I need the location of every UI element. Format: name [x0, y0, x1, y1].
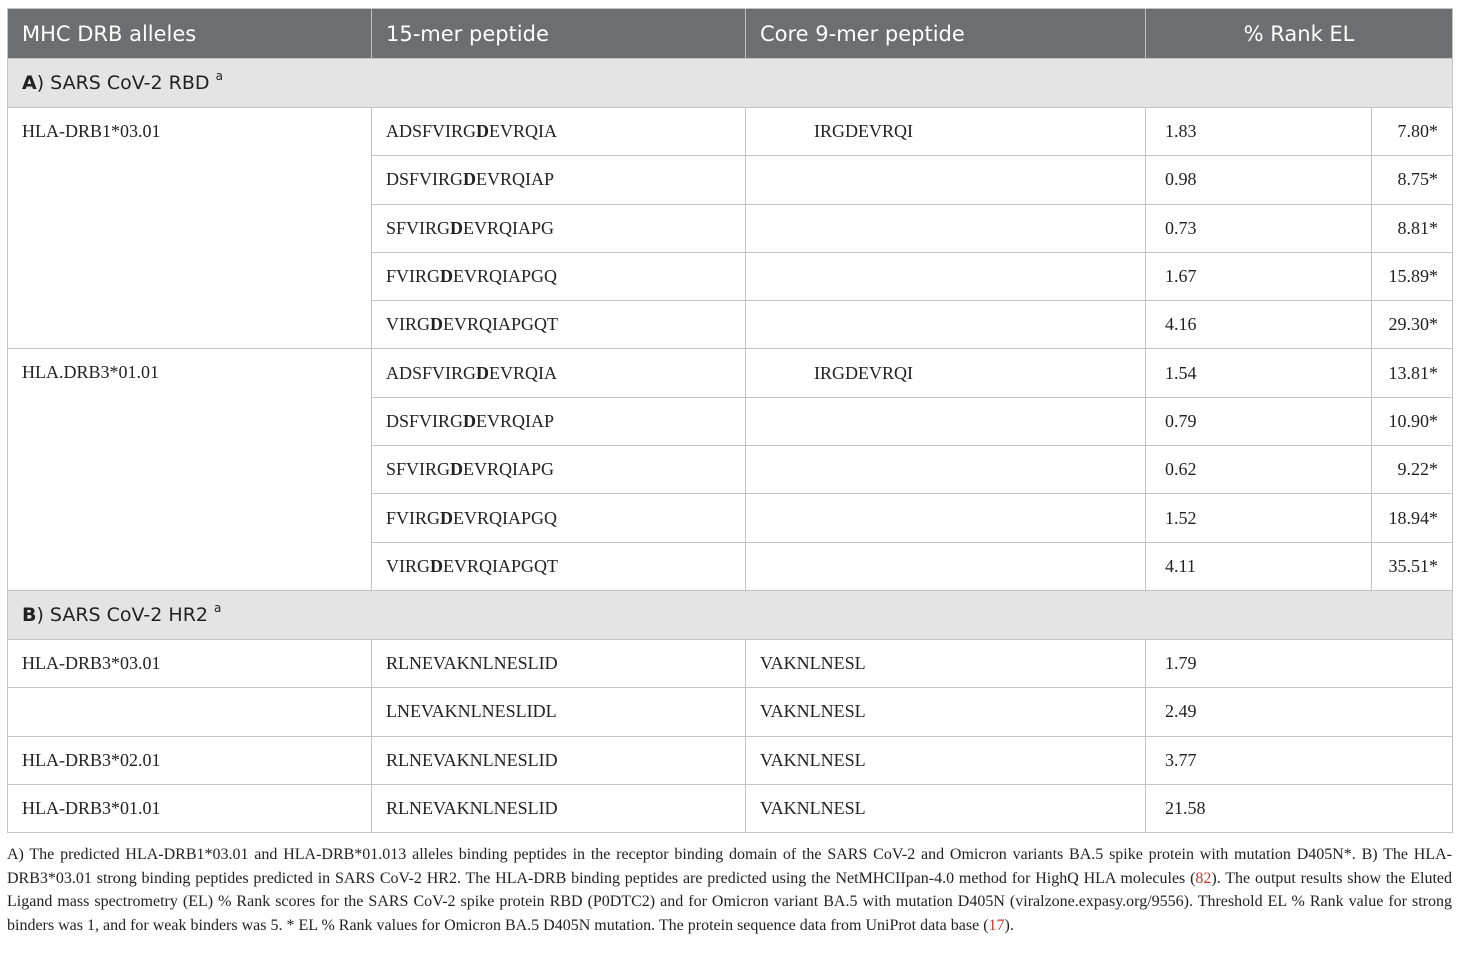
table-row	[8, 639, 1453, 687]
omicron-rank-cell: 15.89*	[1372, 252, 1453, 300]
core-cell: VAKNLNESL	[746, 639, 1146, 687]
section-text: ) SARS CoV-2 HR2	[36, 603, 215, 626]
core-cell	[746, 156, 1146, 204]
rank-cell: 3.77	[1146, 736, 1453, 784]
section-row-a	[8, 59, 1453, 108]
table-row	[8, 108, 1453, 156]
rank-cell: 4.11	[1146, 542, 1372, 590]
header-allele: MHC DRB alleles	[8, 9, 372, 59]
peptide-cell: FVIRGDEVRQIAPGQ	[372, 252, 746, 300]
peptide-cell: DSFVIRGDEVRQIAP	[372, 397, 746, 445]
table-row	[8, 349, 1453, 397]
rank-cell: 0.98	[1146, 156, 1372, 204]
omicron-rank-cell: 8.75*	[1372, 156, 1453, 204]
core-cell	[746, 301, 1146, 349]
rank-cell: 1.67	[1146, 252, 1372, 300]
omicron-rank-cell: 9.22*	[1372, 446, 1453, 494]
allele-cell: HLA-DRB3*03.01	[8, 639, 372, 687]
peptide-cell: VIRGDEVRQIAPGQT	[372, 301, 746, 349]
peptide-cell: RLNEVAKNLNESLID	[372, 639, 746, 687]
section-row-b	[8, 590, 1453, 639]
peptide-cell: SFVIRGDEVRQIAPG	[372, 204, 746, 252]
section-footnote-mark: a	[215, 69, 223, 83]
rank-cell: 1.79	[1146, 639, 1453, 687]
peptide-cell: FVIRGDEVRQIAPGQ	[372, 494, 746, 542]
section-text: ) SARS CoV-2 RBD	[36, 72, 216, 94]
omicron-rank-cell: 18.94*	[1372, 494, 1453, 542]
allele-cell: HLA-DRB3*02.01	[8, 736, 372, 784]
peptide-cell: DSFVIRGDEVRQIAP	[372, 156, 746, 204]
rank-cell: 2.49	[1146, 688, 1453, 736]
peptide-cell: ADSFVIRGDEVRQIA	[372, 349, 746, 397]
core-cell	[746, 494, 1146, 542]
core-cell: VAKNLNESL	[746, 688, 1146, 736]
rank-cell: 4.16	[1146, 301, 1372, 349]
allele-cell: HLA-DRB3*01.01	[8, 784, 372, 832]
table-row	[8, 736, 1453, 784]
core-cell: VAKNLNESL	[746, 736, 1146, 784]
rank-cell: 0.62	[1146, 446, 1372, 494]
section-letter: A	[22, 72, 37, 94]
peptide-cell: SFVIRGDEVRQIAPG	[372, 446, 746, 494]
reference-link[interactable]: 82	[1195, 869, 1212, 887]
peptide-cell: VIRGDEVRQIAPGQT	[372, 542, 746, 590]
omicron-rank-cell: 8.81*	[1372, 204, 1453, 252]
binding-peptides-table	[7, 8, 1453, 833]
table-row	[8, 784, 1453, 832]
omicron-rank-cell: 35.51*	[1372, 542, 1453, 590]
core-cell: VAKNLNESL	[746, 784, 1146, 832]
rank-cell: 21.58	[1146, 784, 1453, 832]
peptide-cell: ADSFVIRGDEVRQIA	[372, 108, 746, 156]
section-letter: B	[22, 603, 37, 626]
section-footnote-mark: a	[214, 600, 222, 615]
peptide-cell: RLNEVAKNLNESLID	[372, 736, 746, 784]
core-cell	[746, 542, 1146, 590]
peptide-cell: RLNEVAKNLNESLID	[372, 784, 746, 832]
reference-link[interactable]: 17	[988, 916, 1005, 934]
allele-cell	[8, 688, 372, 736]
allele-cell: HLA.DRB3*01.01	[8, 349, 372, 590]
peptide-cell: LNEVAKNLNESLIDL	[372, 688, 746, 736]
header-core-9mer: Core 9-mer peptide	[746, 9, 1146, 59]
omicron-rank-cell: 10.90*	[1372, 397, 1453, 445]
core-cell	[746, 446, 1146, 494]
omicron-rank-cell: 29.30*	[1372, 301, 1453, 349]
header-row	[8, 9, 1453, 59]
rank-cell: 0.79	[1146, 397, 1372, 445]
table-container	[7, 8, 1452, 833]
allele-cell: HLA-DRB1*03.01	[8, 108, 372, 349]
rank-cell: 0.73	[1146, 204, 1372, 252]
omicron-rank-cell: 13.81*	[1372, 349, 1453, 397]
table-row	[8, 688, 1453, 736]
core-cell: IRGDEVRQI	[746, 108, 1146, 156]
section-title-b	[8, 590, 1453, 639]
core-cell	[746, 204, 1146, 252]
rank-cell: 1.83	[1146, 108, 1372, 156]
header-rank-el: % Rank EL	[1146, 9, 1453, 59]
core-cell	[746, 397, 1146, 445]
table-caption: A) The predicted HLA-DRB1*03.01 and HLA-DRB*01.013 alleles binding peptides in the receptor binding domain of the SARS CoV-2 and Omicron variants BA.5 spike protein with mutation D405N*. B) The HLA-DRB3*03.01 strong binding peptides predicted in SARS CoV-2 HR2. The HLA-DRB binding peptides are predicted using the NetMHCIIpan-4.0 method for HighQ HLA molecules (82). The output results show the Eluted Ligand mass spectrometry (EL) % Rank scores for the SARS CoV-2 spike protein RBD (P0DTC2) and for Omicron variant BA.5 with mutation D405N (viralzone.expasy.org/9556). Threshold EL % Rank value for strong binders was 1, and for weak binders was 5. * EL % Rank values for Omicron BA.5 D405N mutation. The protein sequence data from UniProt data base (17).	[7, 846, 1452, 934]
rank-cell: 1.54	[1146, 349, 1372, 397]
section-title-a	[8, 59, 1453, 108]
core-cell: IRGDEVRQI	[746, 349, 1146, 397]
core-cell	[746, 252, 1146, 300]
rank-cell: 1.52	[1146, 494, 1372, 542]
omicron-rank-cell: 7.80*	[1372, 108, 1453, 156]
header-15mer: 15-mer peptide	[372, 9, 746, 59]
